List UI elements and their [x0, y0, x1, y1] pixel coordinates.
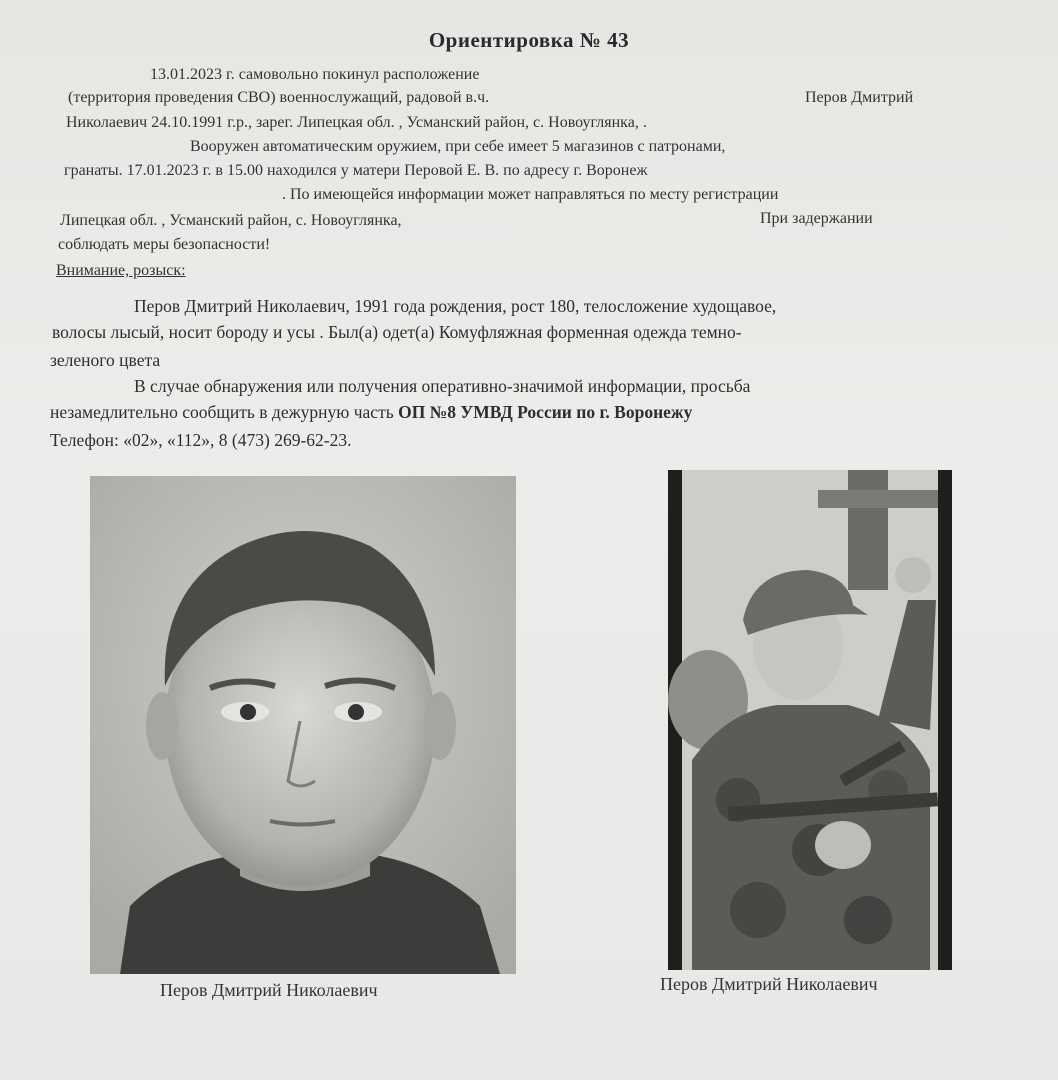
field-photo — [668, 470, 952, 970]
field-photo-caption: Перов Дмитрий Николаевич — [660, 974, 878, 994]
description-line-2: волосы лысый, носит бороду и усы . Был(а) одет(а) Комуфляжная форменная одежда темно- — [52, 322, 742, 342]
document-title: Ориентировка № 43 — [428, 28, 630, 52]
police-department: ОП №8 УМВД России по г. Воронежу — [398, 402, 693, 422]
header-line-4: Вооружен автоматическим оружием, при себе имеет 5 магазинов с патронами, — [190, 138, 726, 155]
description-line-1: Перов Дмитрий Николаевич, 1991 года рождения, рост 180, телосложение худощавое, — [134, 296, 777, 316]
contact-line-1: В случае обнаружения или получения оперативно-значимой информации, просьба — [134, 376, 751, 396]
field-photo-drawing — [668, 470, 952, 970]
header-line-1: 13.01.2023 г. самовольно покинул расположение — [150, 66, 480, 83]
header-line-7: Липецкая обл. , Усманский район, с. Новоуглянка, — [60, 212, 402, 229]
portrait-photo-drawing — [90, 476, 516, 974]
header-line-3: Николаевич 24.10.1991 г.р., зарег. Липецкая обл. , Усманский район, с. Новоуглянка, . — [66, 114, 647, 131]
contact-line-2-text: незамедлительно сообщить в дежурную часть — [50, 402, 399, 422]
portrait-photo — [90, 476, 516, 974]
header-line-5: гранаты. 17.01.2023 г. в 15.00 находился у матери Перовой Е. В. по адресу г. Воронеж — [64, 162, 648, 179]
alert-heading: Внимание, розыск: — [56, 262, 186, 279]
portrait-caption: Перов Дмитрий Николаевич — [160, 980, 378, 1000]
contact-line-2 — [50, 402, 692, 423]
description-line-3: зеленого цвета — [50, 350, 161, 370]
header-line-7-right: При задержании — [760, 210, 873, 227]
contact-phone: Телефон: «02», «112», 8 (473) 269-62-23. — [50, 430, 352, 450]
header-line-2: (территория проведения СВО) военнослужащий, радовой в.ч. — [68, 89, 490, 106]
header-line-6: . По имеющейся информации может направляться по месту регистрации — [282, 186, 779, 203]
header-line-8: соблюдать меры безопасности! — [58, 236, 271, 253]
header-line-2-name: Перов Дмитрий — [805, 89, 914, 106]
